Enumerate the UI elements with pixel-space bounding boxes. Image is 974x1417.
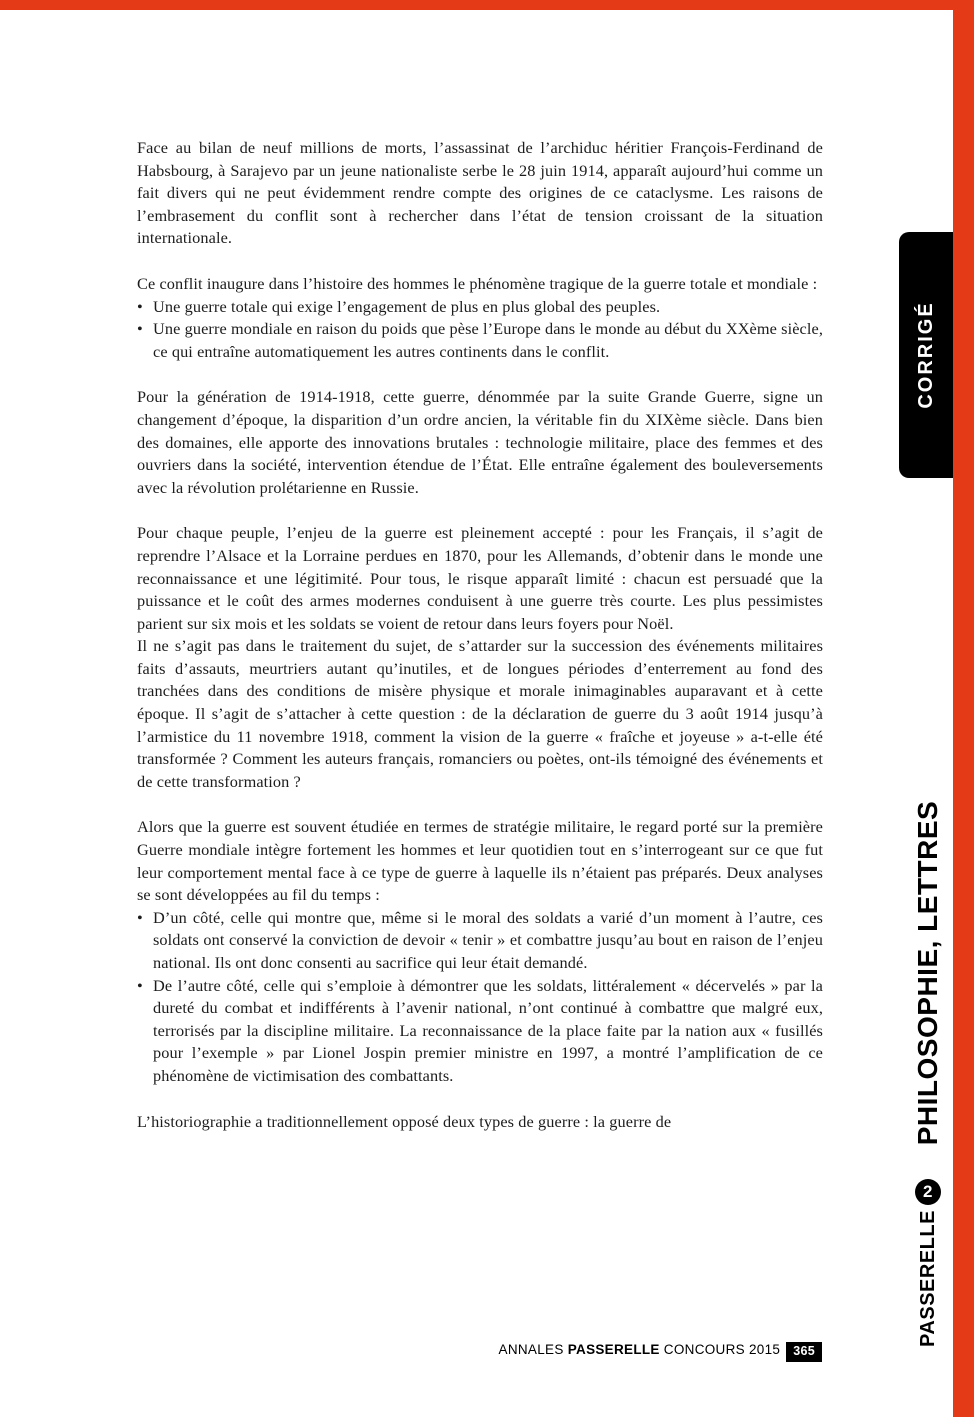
bullet-text: Une guerre totale qui exige l’engagement de plus en plus global des peuples. <box>153 296 661 316</box>
paragraph-generation: Pour la génération de 1914-1918, cette guerre, dénommée par la suite Grande Guerre, signe un changement d’époque, la disparition d’un ordre ancien, la véritable fin du XIXème siècle. Dans bien des domaines, elle apporte des innovations brutales : technologie militaire, place des femmes et des ouvriers dans la société, intervention étendue de l’État. Elle entraîne également des bouleversements avec la révolution prolétarienne en Russie. <box>137 387 823 497</box>
right-accent-strip <box>953 0 974 1417</box>
corrige-label: CORRIGÉ <box>914 301 937 409</box>
bullet-item <box>137 318 823 363</box>
corrige-tab <box>899 232 953 478</box>
bullet-text: Une guerre mondiale en raison du poids que pèse l’Europe dans le monde au début du XXème siècle, ce qui entraîne automatiquement les autres continents dans le conflit. <box>153 319 823 361</box>
footer-concours: CONCOURS 2015 <box>663 1342 781 1357</box>
paragraph-analyses: Alors que la guerre est souvent étudiée en termes de stratégie militaire, le regard porté sur la première Guerre mondiale intègre fortement les hommes et leur quotidien tout en s’interrogeant sur ce que fut leur comportement mental face à ce type de guerre à laquelle ils n’étaient pas préparés. Deux analyses se sont développées au fil du temps : <box>137 817 823 905</box>
bullet-marker: • <box>137 319 143 339</box>
page-number-badge: 365 <box>786 1342 822 1362</box>
article-body <box>137 137 823 1133</box>
bullet-marker: • <box>137 907 143 927</box>
brand-label: PASSERELLE <box>916 1210 939 1347</box>
bullet-item <box>137 296 823 319</box>
bullet-text: De l’autre côté, celle qui s’emploie à démontrer que les soldats, littéralement « décervelés » par la dureté du combat et indifférents à l’avenir national, n’ont continué à combattre que malgré eux, terrorisés par la discipline militaire. La reconnaissance de la place faite par la nation aux « fusillés pour l’exemple » par Lionel Jospin premier ministre en 1997, a montré l’amplification de ce phénomène de victimisation des combattants. <box>153 975 823 1085</box>
top-accent-bar <box>0 0 974 10</box>
bullet-marker: • <box>137 296 143 316</box>
paragraph-stakes: Pour chaque peuple, l’enjeu de la guerre est pleinement accepté : pour les Français, il s’agit de reprendre l’Alsace et la Lorraine perdues en 1870, pour les Allemands, d’obtenir dans le monde une reconnaissance et une légitimité. Pour tous, le risque apparaît limité : chacun est persuadé que la puissance et le coût des armes modernes conduisent à une guerre très courte. Les plus pessimistes parient sur six mois et les soldats se voient de retour dans leurs foyers pour Noël. <box>137 523 823 633</box>
brand-number-badge: 2 <box>915 1179 941 1205</box>
paragraph-historiography: L’historiographie a traditionnellement opposé deux types de guerre : la guerre de <box>137 1111 672 1131</box>
section-spine-label: PHILOSOPHIE, LETTRES <box>912 800 943 1146</box>
footer <box>499 1342 822 1362</box>
bullet-item <box>137 907 823 975</box>
section-spine <box>905 772 951 1174</box>
bullet-text: D’un côté, celle qui montre que, même si le moral des soldats a varié d’un moment à l’autre, ces soldats ont conservé la conviction de devoir « tenir » et combattre jusqu’au bout en raison de l’enjeu national. Ils ont donc consenti au sacrifice qui leur était demandé. <box>153 907 823 972</box>
paragraph-intro: Face au bilan de neuf millions de morts, l’assassinat de l’archiduc héritier François-Ferdinand de Habsbourg, à Sarajevo par un jeune nationaliste serbe le 28 juin 1914, apparaît aujourd’hui comme un fait divers qui ne peut évidemment rendre compte des origines de ce cataclysme. Les raisons de l’embrasement du conflit sont à rechercher dans l’état de tension croissant de la situation internationale. <box>137 138 823 248</box>
footer-annales: ANNALES <box>498 1342 564 1357</box>
paragraph-war-phenomenon: Ce conflit inaugure dans l’histoire des hommes le phénomène tragique de la guerre totale et mondiale : <box>137 273 818 293</box>
brand-spine <box>908 1182 948 1347</box>
bullet-marker: • <box>137 975 143 995</box>
bullet-item <box>137 975 823 1088</box>
paragraph-subject: Il ne s’agit pas dans le traitement du sujet, de s’attarder sur la succession des événements militaires faits d’assauts, meurtriers autant qu’inutiles, et de longues périodes d’enterrement au fond des tranchées dans des conditions de misère physique et morale inimaginables auparavant et à cette époque. Il s’agit de s’attacher à cette question : de la déclaration de guerre du 3 août 1914 jusqu’à l’armistice du 11 novembre 1918, comment la vision de la guerre « fraîche et joyeuse » a-t-elle été transformée ? Comment les auteurs français, romanciers ou poètes, ont-ils témoigné des événements et de cette transformation ? <box>137 636 823 791</box>
brand-spine-inner <box>908 1182 948 1347</box>
footer-brand: PASSERELLE <box>567 1342 660 1357</box>
